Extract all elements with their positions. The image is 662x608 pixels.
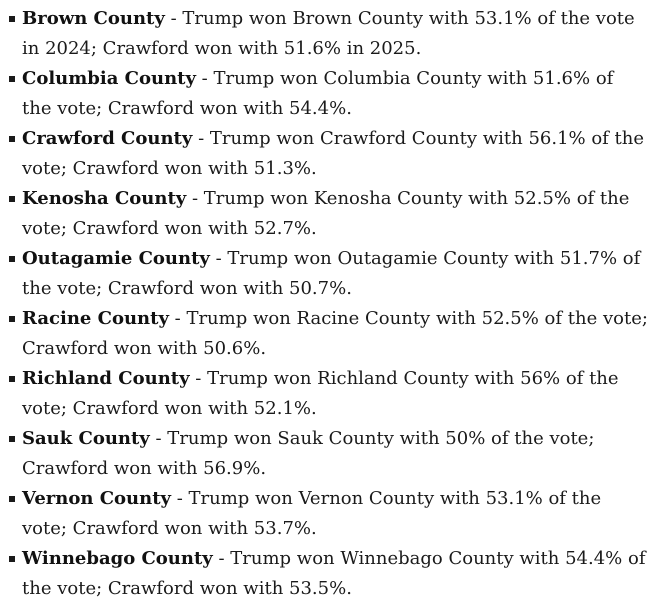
list-item bbox=[8, 184, 648, 244]
county-result-text: - Trump won Richland County with 56% of the vote; Crawford won with 52.1%. bbox=[22, 368, 619, 419]
county-result-text: - Trump won Outagamie County with 51.7% of the vote; Crawford won with 50.7%. bbox=[22, 248, 641, 299]
square-bullet-icon bbox=[9, 16, 15, 22]
square-bullet-icon bbox=[9, 376, 15, 382]
square-bullet-icon bbox=[9, 556, 15, 562]
county-name: Richland County bbox=[22, 368, 190, 389]
square-bullet-icon bbox=[9, 496, 15, 502]
county-result-text: - Trump won Sauk County with 50% of the vote; Crawford won with 56.9%. bbox=[22, 428, 595, 479]
square-bullet-icon bbox=[9, 436, 15, 442]
county-result-text: - Trump won Vernon County with 53.1% of the vote; Crawford won with 53.7%. bbox=[22, 488, 602, 539]
square-bullet-icon bbox=[9, 136, 15, 142]
list-item bbox=[8, 424, 648, 484]
county-result-text: - Trump won Crawford County with 56.1% of the vote; Crawford won with 51.3%. bbox=[22, 128, 645, 179]
county-name: Winnebago County bbox=[22, 548, 213, 569]
square-bullet-icon bbox=[9, 316, 15, 322]
county-result-text: - Trump won Columbia County with 51.6% of the vote; Crawford won with 54.4%. bbox=[22, 68, 614, 119]
county-name: Vernon County bbox=[22, 488, 171, 509]
list-item bbox=[8, 124, 648, 184]
county-result-text: - Trump won Kenosha County with 52.5% of the vote; Crawford won with 52.7%. bbox=[22, 188, 630, 239]
list-item bbox=[8, 364, 648, 424]
list-item bbox=[8, 484, 648, 544]
county-result-text: - Trump won Brown County with 53.1% of the vote in 2024; Crawford won with 51.6% in 2025. bbox=[22, 8, 635, 59]
county-result-text: - Trump won Racine County with 52.5% of the vote; Crawford won with 50.6%. bbox=[22, 308, 648, 359]
county-name: Brown County bbox=[22, 8, 165, 29]
county-result-text: - Trump won Winnebago County with 54.4% of the vote; Crawford won with 53.5%. bbox=[22, 548, 646, 599]
list-item bbox=[8, 304, 648, 364]
list-item bbox=[8, 544, 648, 604]
square-bullet-icon bbox=[9, 256, 15, 262]
county-name: Outagamie County bbox=[22, 248, 210, 269]
list-item bbox=[8, 64, 648, 124]
square-bullet-icon bbox=[9, 76, 15, 82]
county-name: Racine County bbox=[22, 308, 169, 329]
list-item bbox=[8, 244, 648, 304]
county-name: Kenosha County bbox=[22, 188, 187, 209]
county-name: Columbia County bbox=[22, 68, 196, 89]
list-item bbox=[8, 4, 648, 64]
county-name: Crawford County bbox=[22, 128, 193, 149]
square-bullet-icon bbox=[9, 196, 15, 202]
county-name: Sauk County bbox=[22, 428, 150, 449]
